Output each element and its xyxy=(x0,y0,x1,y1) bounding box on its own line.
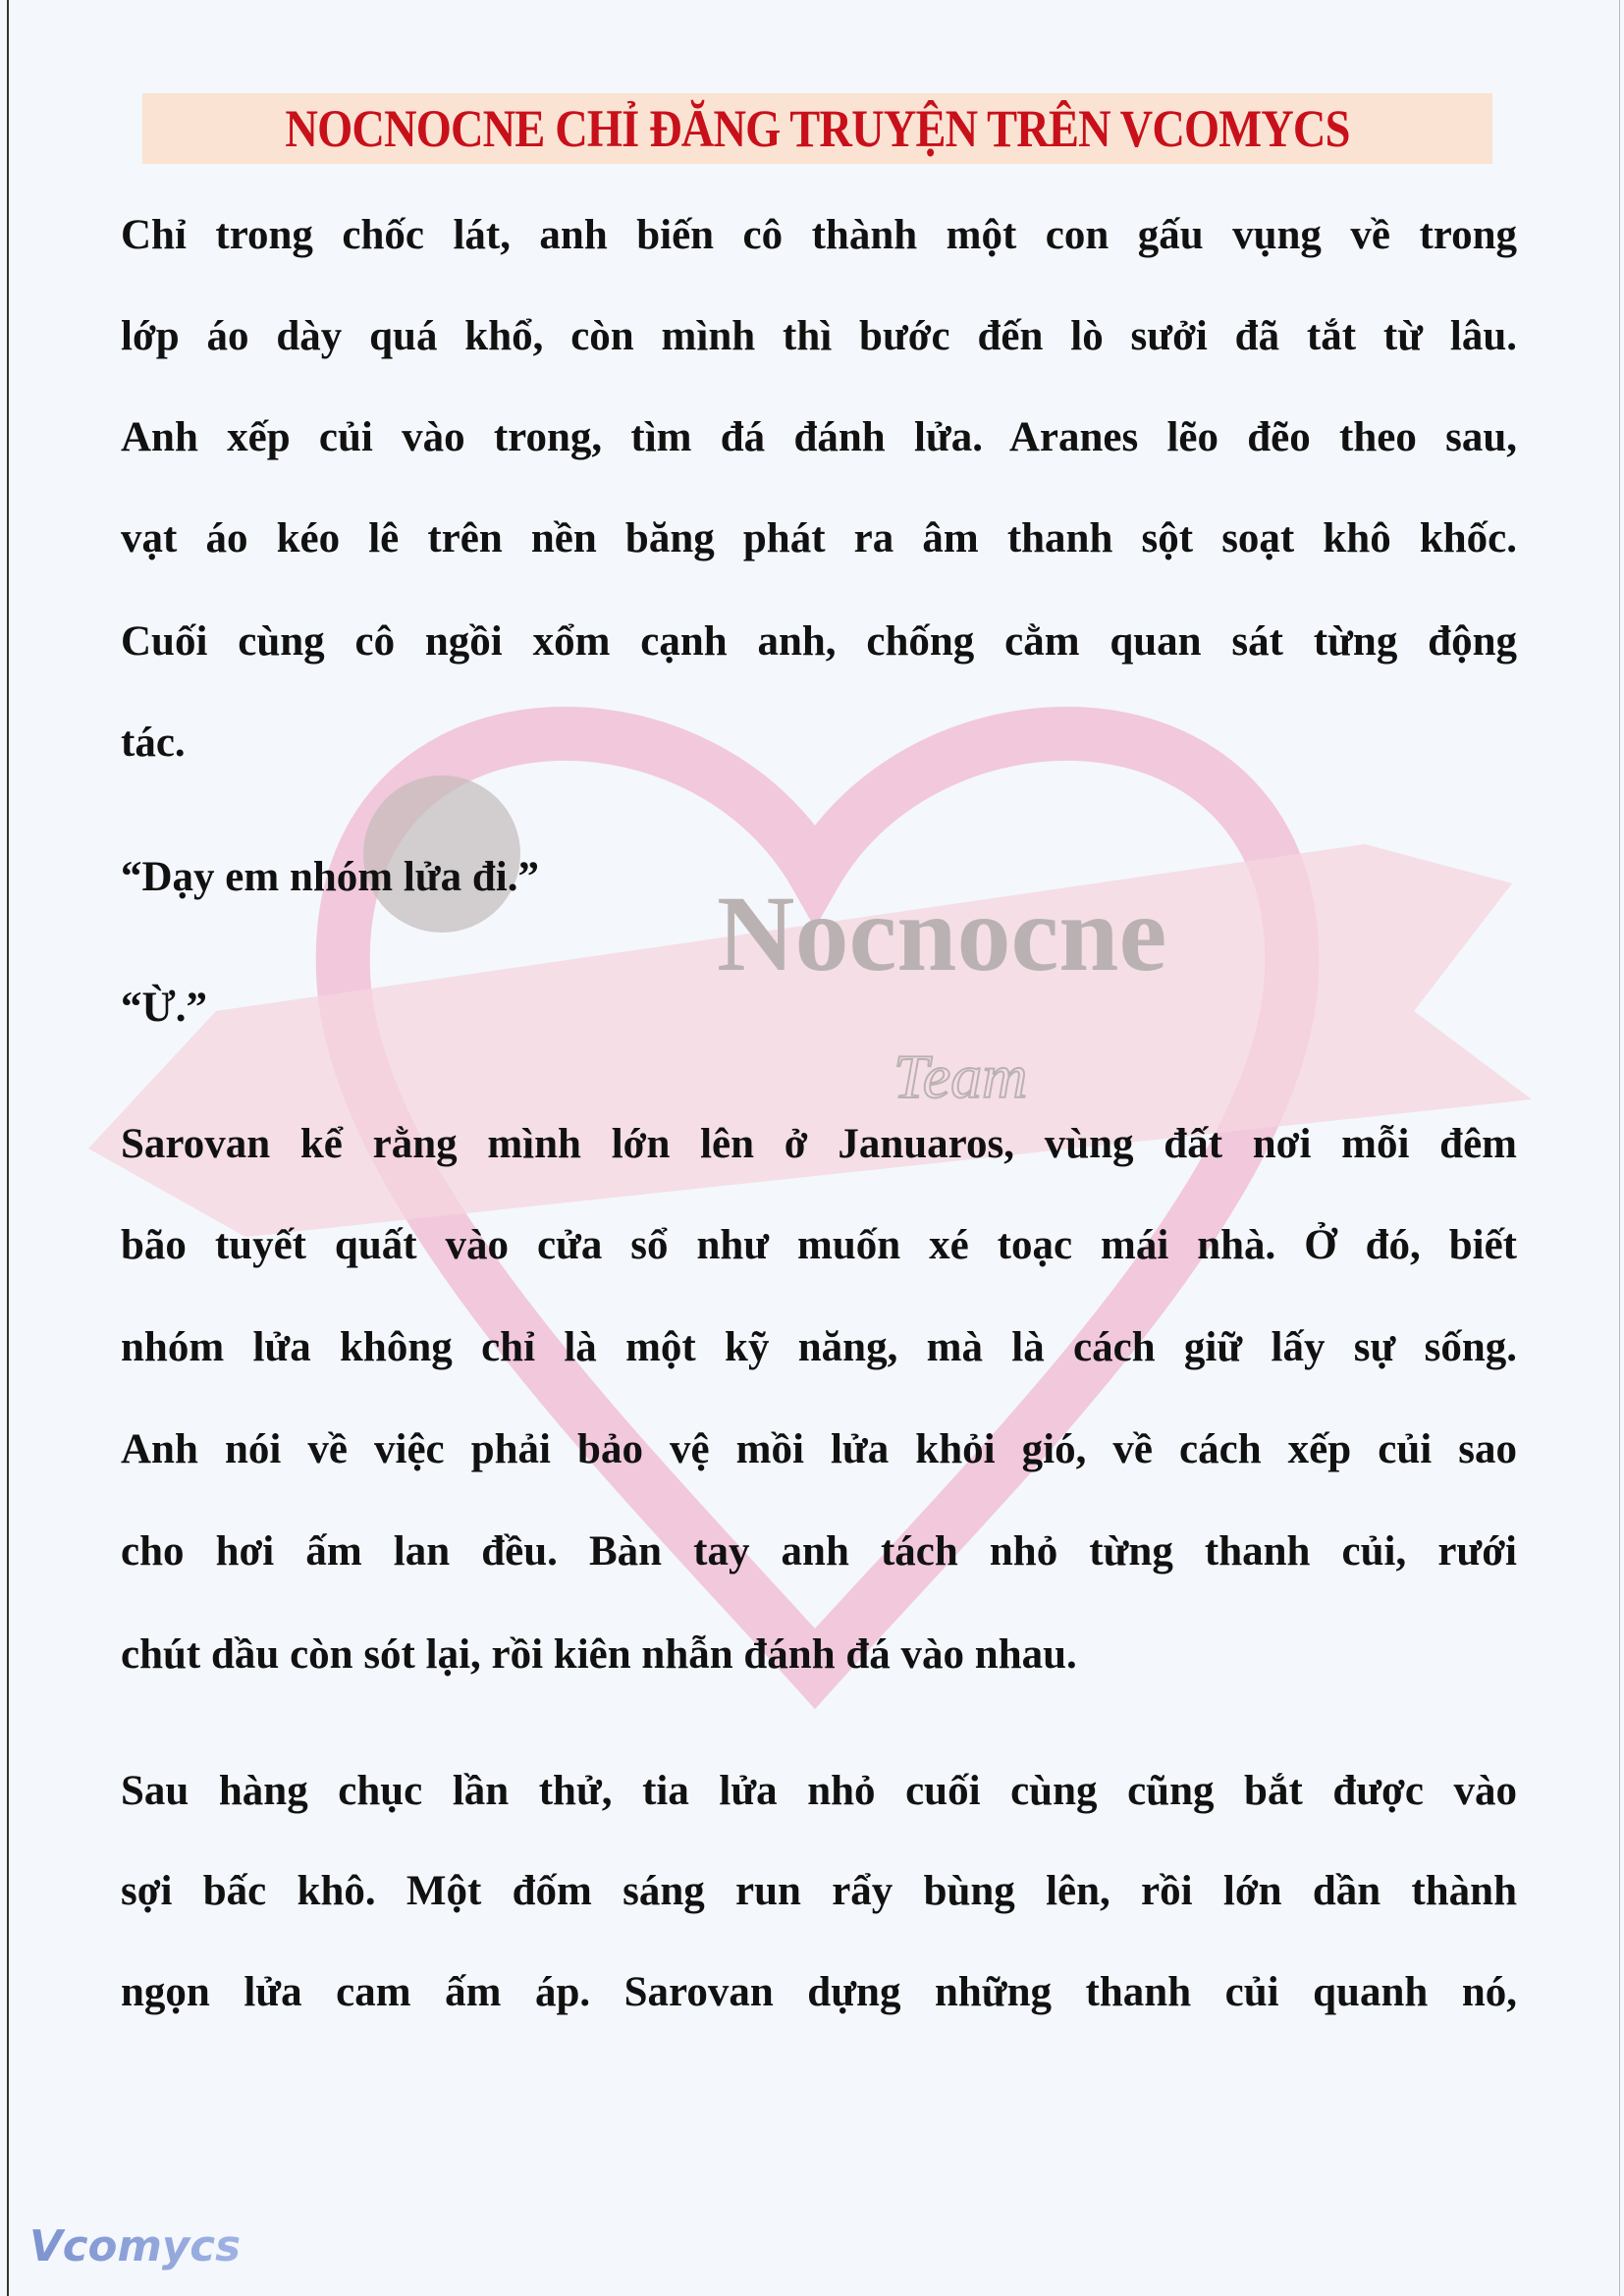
vcomycs-logo xyxy=(29,2216,245,2275)
watermark-text-nocnocne: Nocnocne xyxy=(717,874,1167,993)
page-title: NOCNOCNE CHỈ ĐĂNG TRUYỆN TRÊN VCOMYCS xyxy=(285,99,1350,158)
watermark-text-team: Team xyxy=(893,1041,1028,1111)
text-line: Chỉ trong chốc lát, anh biến cô thành một con gấu vụng về trong xyxy=(121,212,1517,258)
text-line: Cuối cùng cô ngồi xổm cạnh anh, chống cằm quan sát từng động xyxy=(121,618,1517,665)
text-line: nhóm lửa không chỉ là một kỹ năng, mà là cách giữ lấy sự sống. xyxy=(121,1324,1517,1370)
dialogue-line: “Dạy em nhóm lửa đi.” xyxy=(121,854,539,900)
logo-text: Vcomycs xyxy=(29,2221,241,2271)
text-line: lớp áo dày quá khổ, còn mình thì bước đến lò sưởi đã tắt từ lâu. xyxy=(121,313,1517,359)
text-line: cho hơi ấm lan đều. Bàn tay anh tách nhỏ từng thanh củi, rưới xyxy=(121,1528,1517,1575)
text-line: Anh nói về việc phải bảo vệ mồi lửa khỏi gió, về cách xếp củi sao xyxy=(121,1426,1517,1472)
page-border-left xyxy=(7,0,9,2296)
page-border-right xyxy=(1619,0,1620,2296)
text-line: tác. xyxy=(121,720,186,766)
text-line: Anh xếp củi vào trong, tìm đá đánh lửa. Aranes lẽo đẽo theo sau, xyxy=(121,414,1517,460)
text-line: Sarovan kể rằng mình lớn lên ở Januaros, vùng đất nơi mỗi đêm xyxy=(121,1121,1517,1167)
dialogue-line: “Ừ.” xyxy=(121,985,207,1031)
text-line: bão tuyết quất vào cửa sổ như muốn xé toạc mái nhà. Ở đó, biết xyxy=(121,1222,1517,1268)
text-line: Sau hàng chục lần thử, tia lửa nhỏ cuối cùng cũng bắt được vào xyxy=(121,1768,1517,1814)
text-line: sợi bấc khô. Một đốm sáng run rẩy bùng lên, rồi lớn dần thành xyxy=(121,1868,1517,1914)
text-line: chút dầu còn sót lại, rồi kiên nhẫn đánh đá vào nhau. xyxy=(121,1631,1077,1678)
text-line: ngọn lửa cam ấm áp. Sarovan dựng những thanh củi quanh nó, xyxy=(121,1969,1517,2015)
text-line: vạt áo kéo lê trên nền băng phát ra âm thanh sột soạt khô khốc. xyxy=(121,515,1517,561)
